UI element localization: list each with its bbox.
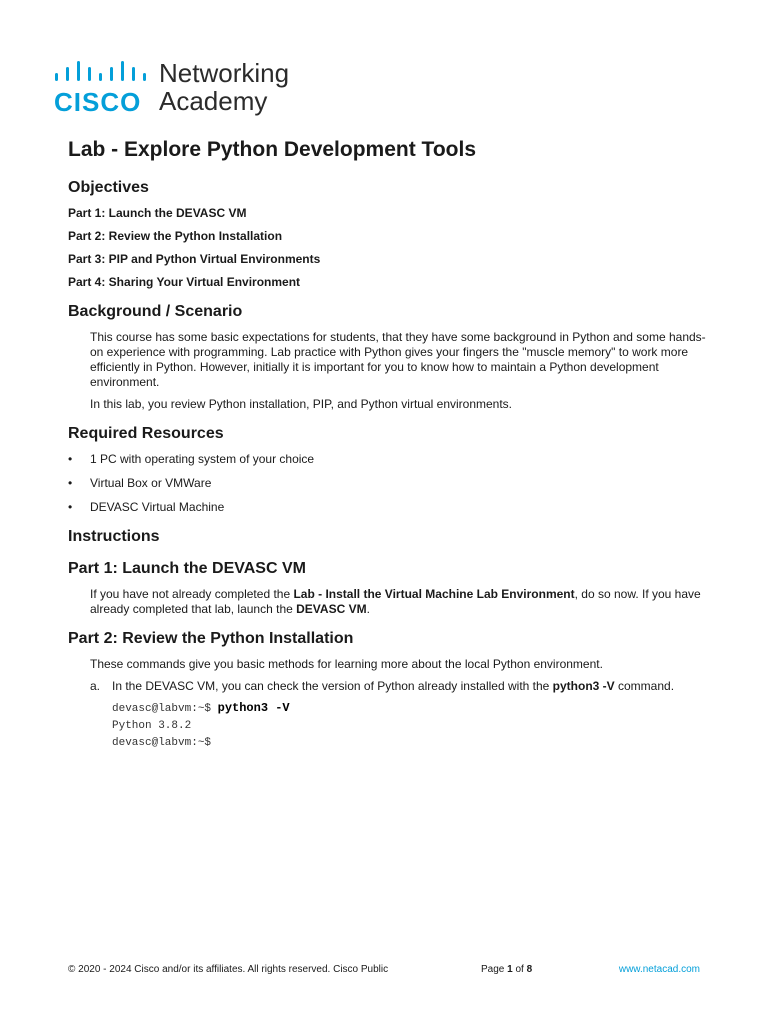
bullet-icon: • xyxy=(68,452,73,466)
document-body xyxy=(68,136,708,752)
list-item: • 1 PC with operating system of your choice xyxy=(68,452,315,466)
cisco-networking-academy-logo xyxy=(54,56,314,120)
bullet-icon: • xyxy=(68,476,73,490)
part2-intro: These commands give you basic methods for learning more about the local Python environment. xyxy=(90,657,603,671)
code-block xyxy=(90,700,708,752)
step-a: a. In the DEVASC VM, you can check the version of Python already installed with the python3 -V command. xyxy=(90,679,675,693)
instructions-heading: Instructions xyxy=(68,528,160,545)
cisco-bars-icon xyxy=(54,61,150,85)
part2-heading: Part 2: Review the Python Installation xyxy=(68,630,354,647)
list-item: • Virtual Box or VMWare xyxy=(68,476,212,490)
code-line: devasc@labvm:~$ python3 -V xyxy=(112,701,290,715)
page-title: Lab - Explore Python Development Tools xyxy=(68,138,476,161)
objective-item: Part 4: Sharing Your Virtual Environment xyxy=(68,275,301,289)
code-line: devasc@labvm:~$ xyxy=(112,737,212,749)
page-number: Page 1 of 8 xyxy=(481,964,533,975)
background-heading: Background / Scenario xyxy=(68,303,243,320)
bullet-icon: • xyxy=(68,500,73,514)
objective-item: Part 2: Review the Python Installation xyxy=(68,229,283,243)
copyright-text: © 2020 - 2024 Cisco and/or its affiliates. All rights reserved. Cisco Public xyxy=(68,964,389,975)
objectives-heading: Objectives xyxy=(68,179,149,196)
background-paragraph: This course has some basic expectations for students, that they have some background in Python and some hands-on experience with programming. Lab practice with Python gives your fingers the "muscle memory" to work more efficiently in Python. However, initially it is important for you to know how to maintain a Python development environment. xyxy=(90,330,706,389)
cisco-wordmark: CISCO xyxy=(54,87,142,117)
logo-academy-text: Academy xyxy=(159,86,268,116)
objective-item: Part 1: Launch the DEVASC VM xyxy=(68,206,247,220)
code-output: Python 3.8.2 xyxy=(112,720,192,732)
background-paragraph: In this lab, you review Python installation, PIP, and Python virtual environments. xyxy=(90,397,513,411)
objectives-list xyxy=(68,206,708,290)
part1-paragraph: If you have not already completed the Lab - Install the Virtual Machine Lab Environment, do so now. If you have already completed that lab, launch the DEVASC VM. xyxy=(90,587,701,616)
website-link[interactable]: www.netacad.com xyxy=(618,964,700,975)
part1-heading: Part 1: Launch the DEVASC VM xyxy=(68,560,306,577)
logo-networking-text: Networking xyxy=(159,58,290,88)
list-item: • DEVASC Virtual Machine xyxy=(68,500,225,514)
required-resources-heading: Required Resources xyxy=(68,425,224,442)
objective-item: Part 3: PIP and Python Virtual Environments xyxy=(68,252,321,266)
resources-list xyxy=(68,452,708,515)
